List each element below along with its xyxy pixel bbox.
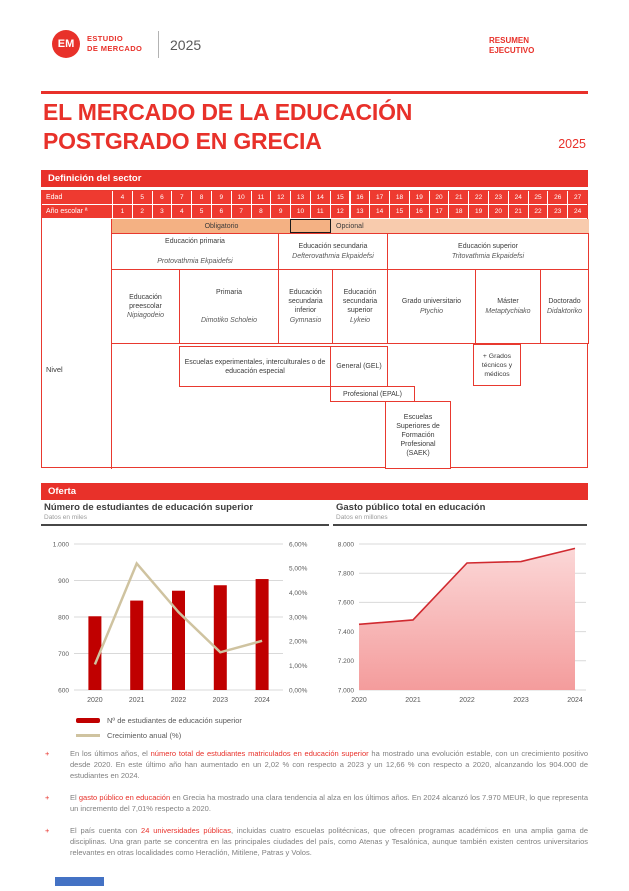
anio-cell: 16: [409, 205, 429, 219]
svg-text:2021: 2021: [405, 697, 421, 704]
svg-text:2023: 2023: [513, 697, 529, 704]
header-right-text: [489, 36, 534, 56]
anio-cell: 7: [231, 205, 251, 219]
edad-cell: 11: [251, 191, 271, 205]
level-name: Educación secundaria inferior: [288, 289, 323, 314]
anio-cell: 15: [389, 205, 409, 219]
svg-text:8.000: 8.000: [337, 541, 354, 549]
anio-cell: 22: [528, 205, 548, 219]
header-divider: [158, 31, 159, 58]
legend-label: Crecimiento anual (%): [107, 731, 182, 740]
edad-cell: 12: [270, 191, 290, 205]
anio-cell: 19: [468, 205, 488, 219]
box-general-gel: General (GEL): [330, 346, 388, 387]
svg-text:2022: 2022: [459, 697, 475, 704]
svg-text:3,00%: 3,00%: [289, 614, 308, 622]
students-chart-rule: [41, 524, 329, 526]
anio-cell: 3: [152, 205, 172, 219]
svg-text:2024: 2024: [567, 697, 583, 704]
students-chart-subtitle: Datos en miles: [44, 514, 87, 521]
anio-cell: 21: [508, 205, 528, 219]
bullet-gasto: [41, 792, 588, 814]
svg-text:2022: 2022: [170, 697, 187, 704]
section-bar-definicion: [41, 170, 588, 187]
edad-cell: 24: [508, 191, 528, 205]
group-educacion-superior: [387, 233, 589, 270]
svg-text:5,00%: 5,00%: [289, 565, 308, 573]
anio-cell: 4: [171, 205, 191, 219]
brand-text: [87, 34, 142, 54]
group-name: Educación superior: [458, 243, 518, 250]
svg-text:2020: 2020: [87, 697, 103, 704]
svg-text:4,00%: 4,00%: [289, 589, 308, 597]
edad-cell: 22: [468, 191, 488, 205]
svg-text:1.000: 1.000: [52, 541, 69, 549]
legend-label: Nº de estudiantes de educación superior: [107, 716, 242, 725]
bullet-text: En los últimos años, el: [70, 749, 151, 758]
level-greek: Ptychio: [420, 308, 443, 315]
group-greek: Tritovathmia Ekpaidefsi: [451, 253, 525, 260]
anio-cell: 8: [251, 205, 271, 219]
edad-cell: 21: [448, 191, 468, 205]
anio-cell: 13: [350, 205, 370, 219]
page-title-line2: POSTGRADO EN GRECIA: [43, 128, 322, 154]
opcional-band: Opcional: [331, 219, 589, 233]
bullet-marker: +: [45, 793, 50, 802]
spending-chart-rule: [333, 524, 587, 526]
level-name: Doctorado: [548, 298, 581, 305]
edad-cell: 27: [567, 191, 587, 205]
svg-text:7.800: 7.800: [337, 570, 354, 578]
header-right-line1: RESUMEN: [489, 36, 530, 45]
summary-bullets: [41, 748, 588, 869]
bullet-text: , incluidas cuatro escuelas politécnicas, que ofrecen programas académicos en una amplia gama de disciplinas. Una gran parte se concentra en las principales ciudades del país, como Atenas y Tesalónica, aunque también existen centros universitarios relevantes en otras localidades como Heraclión, Mitilene, Patras y Volos.: [70, 826, 588, 857]
level-name: Educación secundaria superior: [342, 289, 378, 314]
anio-cell: 10: [290, 205, 310, 219]
level-doctorado: [540, 269, 589, 344]
svg-text:7.200: 7.200: [337, 658, 354, 666]
edad-cell: 13: [290, 191, 310, 205]
anio-cell: 9: [270, 205, 290, 219]
anio-label: Año escolar ª: [42, 205, 112, 219]
anio-cell: 2: [132, 205, 152, 219]
brand-line1: ESTUDIO: [87, 34, 124, 43]
level-secundaria-inferior: [278, 269, 333, 344]
level-secundaria-superior: [332, 269, 388, 344]
group-name: Educación primaria: [165, 238, 225, 245]
bullet-universidades: [41, 825, 588, 858]
obligatorio-end-box: [290, 219, 331, 233]
bullet-highlight: 24 universidades públicas: [141, 826, 231, 835]
header-rule: [41, 91, 588, 94]
anio-cell: 12: [330, 205, 350, 219]
anio-cell: 1: [112, 205, 132, 219]
section-bar-oferta: [41, 483, 588, 500]
sector-table: [41, 190, 588, 468]
svg-text:7.600: 7.600: [337, 599, 354, 607]
svg-text:7.400: 7.400: [337, 628, 354, 636]
anio-cell: 5: [191, 205, 211, 219]
bottom-blue-bar: [55, 877, 104, 886]
nivel-cell: [42, 219, 112, 469]
edad-cell: 6: [152, 191, 172, 205]
svg-text:1,00%: 1,00%: [289, 662, 308, 670]
box-profesional-epal: Profesional (EPAL): [330, 386, 415, 402]
obligatorio-band: Obligatorio: [112, 219, 331, 233]
bullet-text: ha mostrado una evolución estable, con un crecimiento positivo desde 2020. En este último año han aumentado en un 2,02 % con respecto a 2023 y un 12,66 % con respecto a 2020, alcanzando los 904.000 de estudiantes en 2024.: [70, 749, 588, 780]
box-grados-tecnicos: + Grados técnicos y médicos: [473, 344, 521, 386]
edad-cell: 5: [132, 191, 152, 205]
spending-chart-title: Gasto público total en educación: [336, 502, 486, 513]
edad-cell: 20: [429, 191, 449, 205]
group-educacion-primaria: [111, 233, 279, 270]
svg-text:2023: 2023: [212, 697, 229, 704]
anio-cell: 14: [369, 205, 389, 219]
students-chart-legend: [76, 713, 242, 743]
bullet-text: El: [70, 793, 79, 802]
edad-cell: 10: [231, 191, 251, 205]
svg-text:6,00%: 6,00%: [289, 541, 308, 549]
header-year: 2025: [170, 37, 202, 53]
group-greek: Defterovathmia Ekpaidefsi: [292, 253, 374, 260]
spending-chart-header: [336, 502, 485, 521]
brand-line2: DE MERCADO: [87, 44, 143, 53]
edad-cell: 7: [171, 191, 191, 205]
anio-cell: 18: [448, 205, 468, 219]
anio-cell: 24: [567, 205, 587, 219]
group-greek: Protovathmia Ekpaidefsi: [157, 258, 233, 265]
box-saek: Escuelas Superiores de Formación Profesional (SAEK): [385, 401, 451, 469]
edad-cell: 17: [369, 191, 389, 205]
em-logo-text: EM: [57, 38, 75, 50]
svg-text:700: 700: [58, 650, 69, 658]
svg-text:900: 900: [58, 577, 69, 585]
level-name: Primaria: [215, 288, 243, 296]
edad-label: Edad: [42, 191, 112, 205]
level-greek: Dimotiko Scholeio: [200, 317, 258, 325]
anio-cell: 23: [547, 205, 567, 219]
box-escuelas-experimentales: Escuelas experimentales, interculturales o de educación especial: [179, 346, 331, 387]
level-name: Educación preescolar: [129, 294, 162, 310]
anio-cell: 6: [211, 205, 231, 219]
bullet-highlight: gasto público en educación: [78, 793, 171, 802]
edad-cell: 25: [528, 191, 548, 205]
students-chart-title: Número de estudiantes de educación superior: [44, 502, 254, 513]
students-chart-header: [44, 502, 253, 521]
level-name: Grado universitario: [401, 298, 462, 305]
edad-cell: 14: [310, 191, 330, 205]
level-greek: Lykeio: [349, 317, 371, 324]
line-swatch-icon: [76, 734, 100, 737]
edad-cell: 8: [191, 191, 211, 205]
edad-cell: 18: [389, 191, 409, 205]
bullet-highlight: número total de estudiantes matriculados en educación superior: [150, 749, 369, 758]
students-chart-svg: [41, 532, 333, 712]
anio-cell: 17: [429, 205, 449, 219]
spending-chart-svg: [330, 532, 588, 712]
level-preescolar: [111, 269, 180, 344]
svg-text:0,00%: 0,00%: [289, 687, 308, 695]
bullet-text: El país cuenta con: [70, 826, 142, 835]
level-greek: Nipiagodeio: [127, 312, 164, 319]
level-greek: Gymnasio: [289, 317, 322, 324]
level-name: Máster: [497, 298, 519, 305]
edad-cell: 4: [112, 191, 132, 205]
level-primaria: [179, 269, 279, 344]
bullet-marker: +: [45, 749, 50, 758]
level-greek: Metaptychiako: [485, 308, 531, 315]
em-logo: [52, 30, 80, 58]
edad-cell: 19: [409, 191, 429, 205]
legend-item-students: [76, 713, 242, 728]
svg-text:800: 800: [58, 614, 69, 622]
nivel-label: Nivel: [46, 365, 63, 374]
header-right-line2: EJECUTIVO: [489, 46, 535, 55]
edad-cell: 16: [350, 191, 370, 205]
edad-cell: 9: [211, 191, 231, 205]
edad-cell: 15: [330, 191, 350, 205]
bar-swatch-icon: [76, 718, 100, 723]
page-title: [43, 98, 543, 156]
anio-cell: 20: [488, 205, 508, 219]
group-educacion-secundaria: [278, 233, 388, 270]
bullet-marker: +: [45, 826, 50, 835]
svg-text:7.000: 7.000: [337, 687, 354, 695]
svg-text:2021: 2021: [128, 697, 145, 704]
svg-text:2024: 2024: [254, 697, 270, 704]
svg-text:2020: 2020: [351, 697, 367, 704]
level-grado: [387, 269, 476, 344]
anio-cell: 11: [310, 205, 330, 219]
level-master: [475, 269, 541, 344]
edad-cell: 26: [547, 191, 567, 205]
title-year: 2025: [558, 137, 586, 151]
bullet-text: en Grecia ha mostrado una clara tendencia al alza en los últimos años. En 2024 alcanzó los 7.970 MEUR, lo que representa un incremento del 7,01% respecto a 2020.: [70, 793, 588, 813]
bullet-students: [41, 748, 588, 781]
spending-chart-subtitle: Datos en millones: [336, 514, 388, 521]
section-title-definicion: Definición del sector: [48, 173, 142, 184]
page-title-line1: EL MERCADO DE LA EDUCACIÓN: [43, 99, 413, 125]
edad-cell: 23: [488, 191, 508, 205]
svg-text:2,00%: 2,00%: [289, 638, 308, 646]
section-title-oferta: Oferta: [48, 486, 76, 497]
group-name: Educación secundaria: [298, 243, 368, 250]
level-greek: Didaktoriko: [546, 308, 582, 315]
legend-item-growth: [76, 728, 242, 743]
svg-text:600: 600: [58, 687, 69, 695]
